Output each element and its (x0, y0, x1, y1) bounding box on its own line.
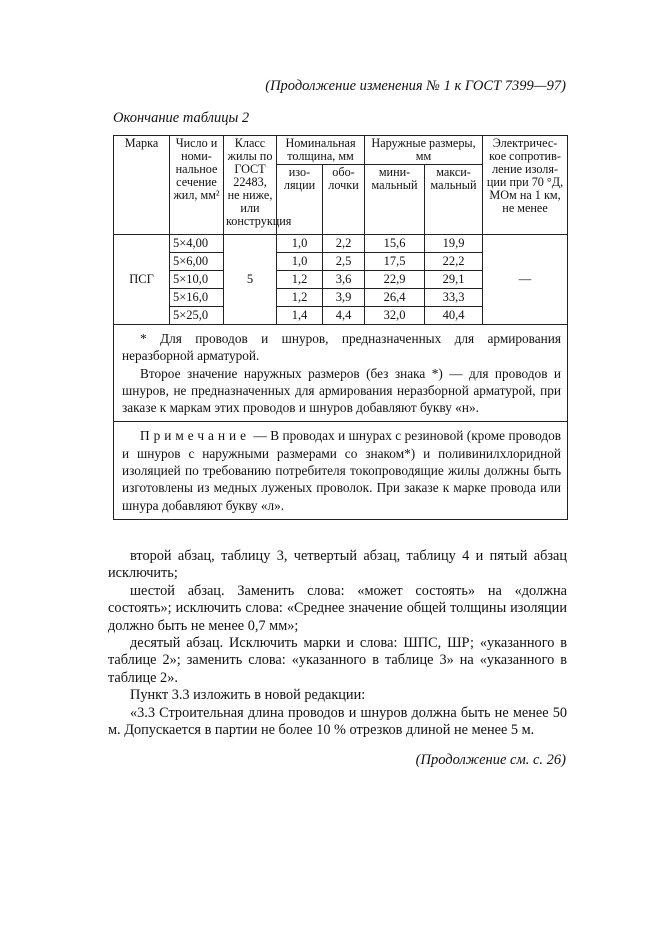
paragraph: второй абзац, таблицу 3, четвертый абзац, таблицу 4 и пятый абзац исключить; (108, 548, 567, 582)
cell-insulation: 1,2 (277, 271, 323, 289)
cell-min: 15,6 (365, 235, 425, 253)
cell-sheath: 3,9 (323, 289, 365, 307)
cell-min: 32,0 (365, 307, 425, 325)
paragraph: десятый абзац. Исключить марки и слова: ШПС, ШР; «указанного в таблице 2»; заменить слова: «указанного в таблице 3» на «указанного в таблице 2». (108, 635, 567, 686)
header-nominal-thickness: Номинальная толщина, мм (277, 136, 365, 165)
continuation-header: (Продолжение изменения № 1 к ГОСТ 7399—97) (265, 78, 566, 94)
cell-section: 5×25,0 (170, 307, 224, 325)
paragraph: Пункт 3.3 изложить в новой редакции: (130, 687, 366, 704)
cell-min: 26,4 (365, 289, 425, 307)
header-class: Класс жилы по ГОСТ 22483, не ниже, или конструкция (224, 136, 277, 235)
header-max: макси-мальный (425, 165, 483, 235)
header-sheath: обо-лочки (323, 165, 365, 235)
cell-sheath: 3,6 (323, 271, 365, 289)
footnote-second-value: Второе значение наружных размеров (без знака *) — для проводов и шнуров, не предназначенных для армирования неразборной арматурой, при заказе к маркам этих проводов и шнуров добавляют букву «н». (122, 365, 562, 416)
cell-max: 19,9 (425, 235, 483, 253)
table-caption: Окончание таблицы 2 (113, 110, 250, 126)
table-row (114, 235, 568, 253)
header-min: мини-мальный (365, 165, 425, 235)
note-label: Примечание (140, 428, 251, 444)
note-text: — В проводах и шнурах с резиновой (кроме проводов и шнуров с наружными размерами со знаком*) и поливинилхлоридной изоляцией по требованию потребителя токопроводящие жилы должны быть изготовлены из медных луженых проволок. При заказе к марке провода или шнура добавляют букву «л». (122, 428, 562, 513)
resistance-value: — (483, 235, 568, 325)
mark-value: ПСГ (114, 235, 170, 325)
table-footnotes (114, 325, 568, 422)
header-resistance: Электричес-кое сопротив-ление изоля-ции при 70 °Д, МОм на 1 км, не менее (483, 136, 568, 235)
cell-sheath: 4,4 (323, 307, 365, 325)
cell-sheath: 2,5 (323, 253, 365, 271)
header-cores: Число и номи-нальное сечение жил, мм² (170, 136, 224, 235)
header-insulation: изо-ляции (277, 165, 323, 235)
paragraph: «3.3 Строительная длина проводов и шнуров должна быть не менее 50 м. Допускается в партии не более 10 % отрезков длиной не менее 5 м. (108, 704, 567, 739)
footnote-asterisk: * Для проводов и шнуров, предназначенных для армирования неразборной арматурой. (122, 331, 562, 364)
cell-max: 22,2 (425, 253, 483, 271)
header-mark: Марка (114, 136, 170, 235)
cell-section: 5×16,0 (170, 289, 224, 307)
cell-sheath: 2,2 (323, 235, 365, 253)
cell-min: 17,5 (365, 253, 425, 271)
cell-max: 33,3 (425, 289, 483, 307)
cell-insulation: 1,0 (277, 253, 323, 271)
cell-insulation: 1,4 (277, 307, 323, 325)
table-note (114, 422, 568, 519)
cell-insulation: 1,2 (277, 289, 323, 307)
header-outer-dimensions: Наружные размеры, мм (365, 136, 483, 165)
cell-max: 40,4 (425, 307, 483, 325)
continuation-footer: (Продолжение см. с. 26) (415, 752, 566, 768)
cell-insulation: 1,0 (277, 235, 323, 253)
table-2 (113, 135, 568, 520)
class-value: 5 (224, 235, 277, 325)
paragraph: шестой абзац. Заменить слова: «может состоять» на «должна состоять»; исключить слова: «Среднее значение общей толщины изоляции должно быть не менее 0,7 мм»; (108, 582, 567, 634)
amendment-text (108, 548, 567, 739)
cell-section: 5×6,00 (170, 253, 224, 271)
cell-section: 5×10,0 (170, 271, 224, 289)
cell-max: 29,1 (425, 271, 483, 289)
cell-section: 5×4,00 (170, 235, 224, 253)
cell-min: 22,9 (365, 271, 425, 289)
